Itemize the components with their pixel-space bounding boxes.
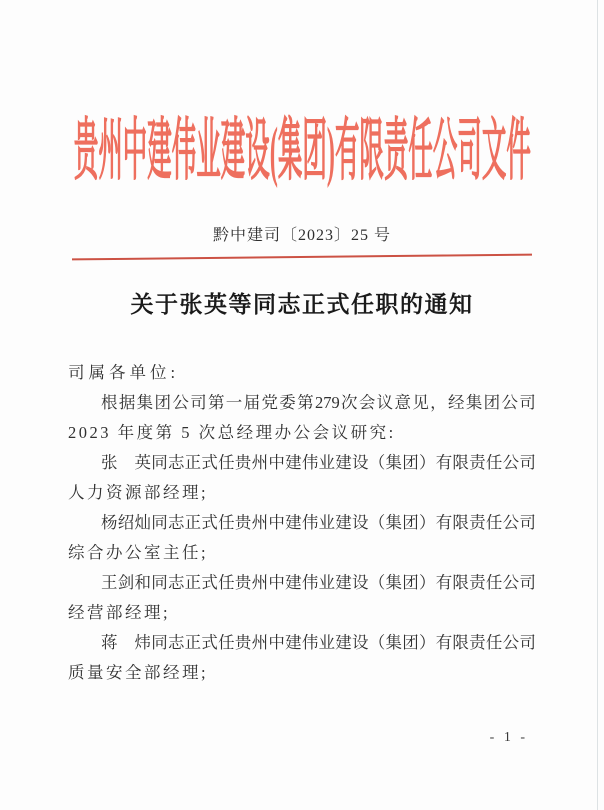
body-line: 张 英 同 志 正 式 任 贵 州 中 建 伟 业 建 设 （ 集 团 ） 有 限 责 任 公 司 (101, 453, 536, 472)
page-number: - 1 - (489, 730, 528, 745)
document-title: 关于张英等同志正式任职的通知 (130, 292, 474, 317)
body-line: 经营部经理; (68, 603, 171, 622)
body-line: 蒋 炜 同 志 正 式 任 贵 州 中 建 伟 业 建 设 （ 集 团 ） 有 限 责 任 公 司 (101, 633, 536, 652)
body-line: 人力资源部经理; (68, 483, 209, 502)
body-line: 根 据 集 团 公 司 第 一 届 党 委 第 279 次 会 议 意 见 ， 经 集 团 公 司 (101, 393, 536, 412)
body-line: 杨 绍 灿 同 志 正 式 任 贵 州 中 建 伟 业 建 设 （ 集 团 ） 有 限 责 任 公 司 (101, 513, 536, 532)
paragraphs-container (68, 388, 536, 688)
red-divider-rule (72, 254, 532, 261)
body-line: 王 剑 和 同 志 正 式 任 贵 州 中 建 伟 业 建 设 （ 集 团 ） 有 限 责 任 公 司 (101, 573, 536, 592)
header-title: 贵州中建伟业建设(集团)有限责任公司文件 (73, 115, 531, 189)
body-line: 质量安全部经理; (68, 663, 209, 682)
body-line: 2023 年度第 5 次总经理办公会议研究: (68, 423, 396, 442)
doc-number: 黔中建司〔2023〕25 号 (212, 227, 391, 244)
document-header (0, 102, 604, 189)
scan-edge-line (597, 0, 598, 810)
document-body (68, 358, 536, 688)
salutation: 司属各单位: (68, 363, 180, 382)
body-line: 综合办公室主任; (68, 543, 209, 562)
